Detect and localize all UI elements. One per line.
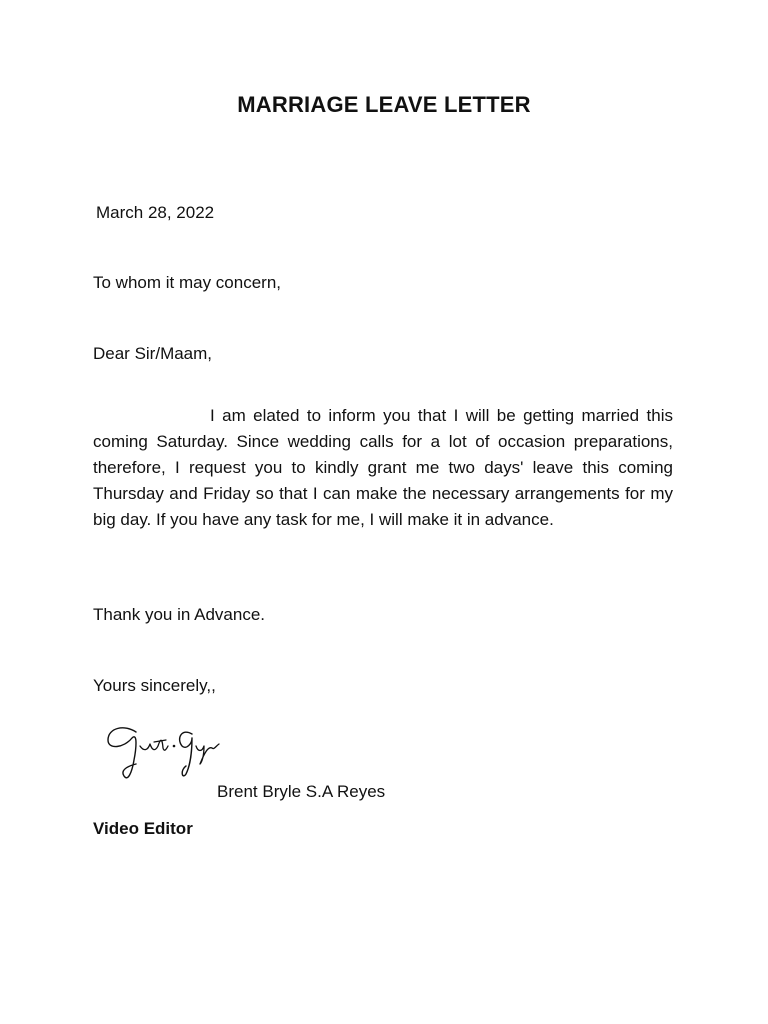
- letter-date: March 28, 2022: [96, 203, 215, 222]
- sender-name: Brent Bryle S.A Reyes: [217, 782, 386, 801]
- salutation: Dear Sir/Maam,: [93, 344, 213, 363]
- letter-title: MARRIAGE LEAVE LETTER: [237, 92, 531, 117]
- signature-icon: [100, 722, 222, 786]
- recipient-line: To whom it may concern,: [93, 273, 282, 292]
- sender-role: Video Editor: [93, 819, 193, 838]
- closing-line: Yours sincerely,,: [93, 676, 216, 695]
- letter-body: I am elated to inform you that I will be getting married this coming Saturday. Since wedding calls for a lot of occasion preparations, therefore, I request you to kindly grant me two days' leave this coming Thursday and Friday so that I can make the necessary arrangements for my big day. If you have any task for me, I will make it in advance.: [93, 406, 673, 529]
- thanks-line: Thank you in Advance.: [93, 605, 266, 624]
